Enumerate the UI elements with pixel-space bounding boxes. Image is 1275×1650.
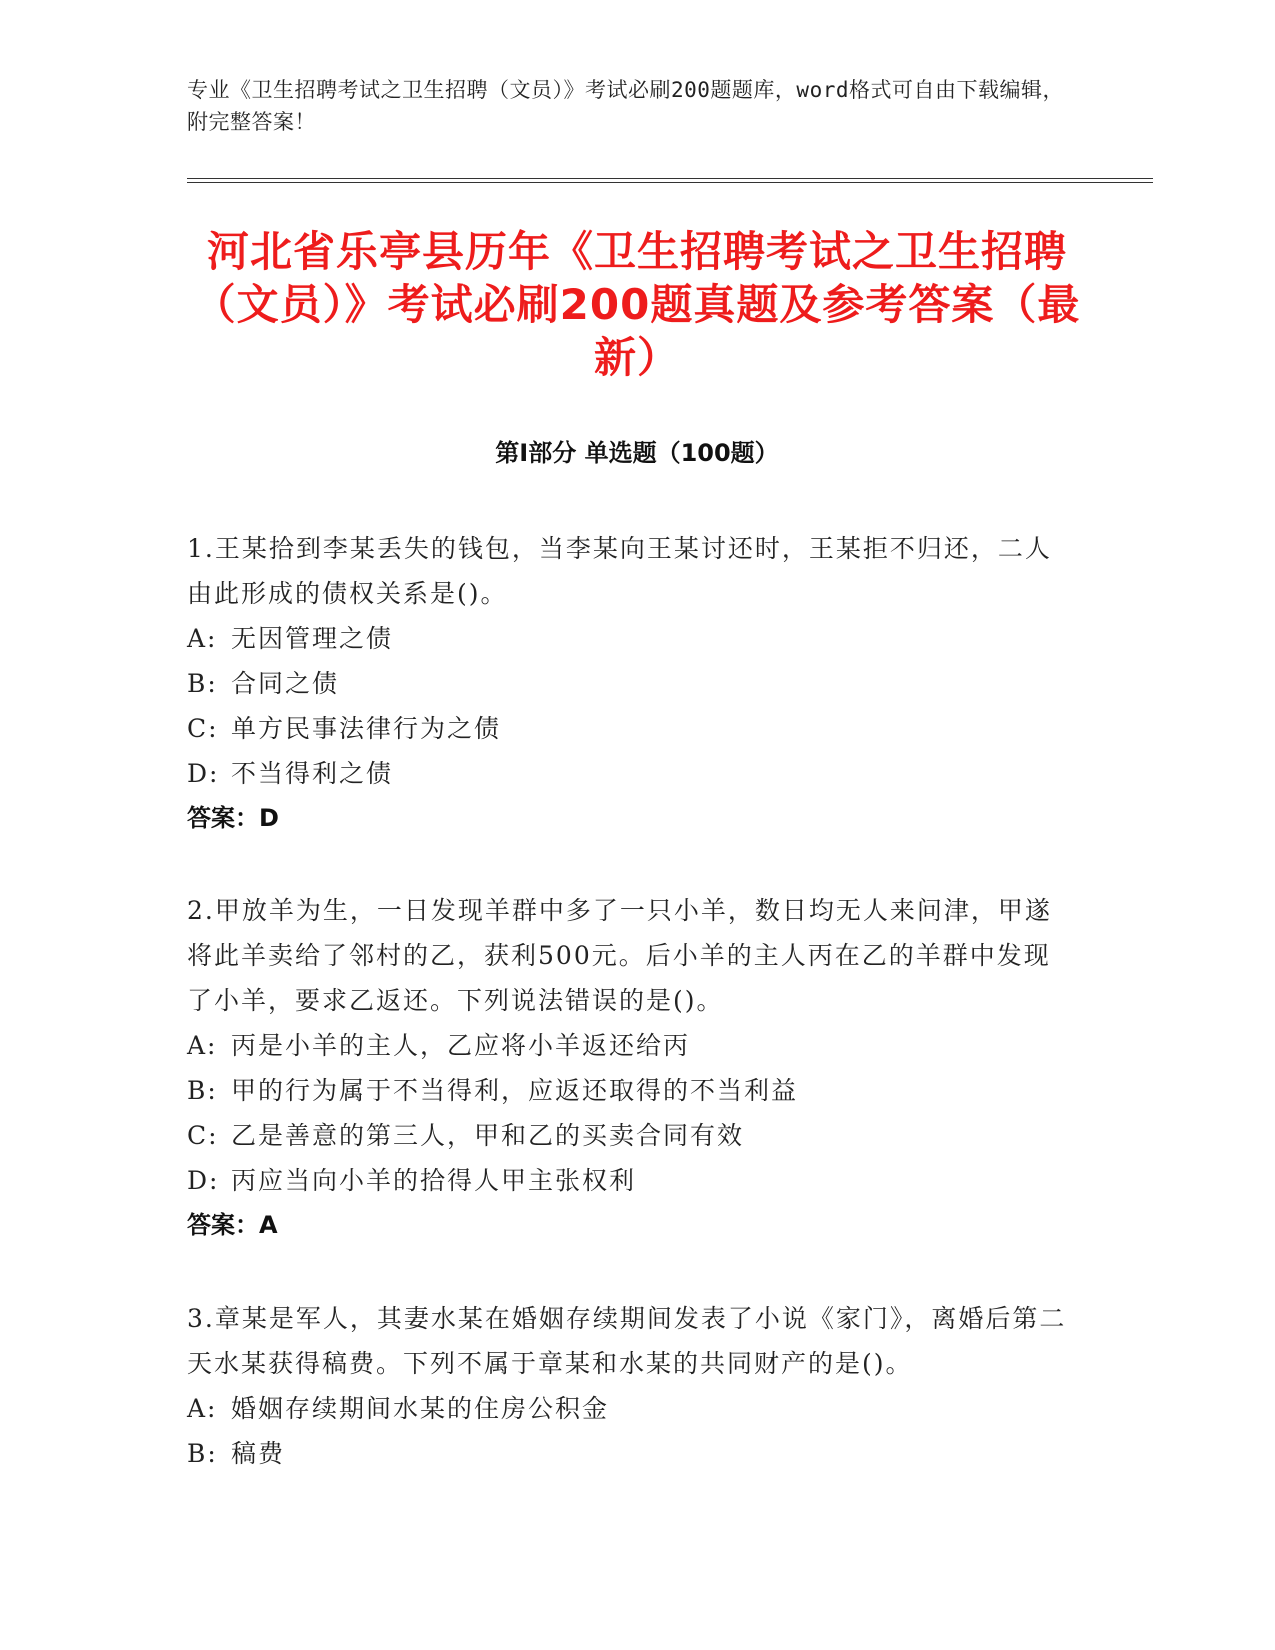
option-key: B: (187, 669, 218, 698)
header-divider-thin (187, 182, 1153, 183)
option-key: D: (187, 759, 220, 788)
question-1 (187, 526, 1067, 841)
option-text: 无因管理之债 (231, 624, 394, 653)
option-a (187, 1386, 1067, 1431)
header-note: 专业《卫生招聘考试之卫生招聘（文员）》考试必刷200题题库，word格式可自由下载编辑，附完整答案！ (187, 78, 1064, 134)
answer-label: 答案：D (187, 804, 279, 832)
option-a (187, 1023, 1067, 1068)
option-text: 丙是小羊的主人，乙应将小羊返还给丙 (231, 1031, 691, 1060)
option-key: A: (187, 624, 218, 653)
option-text: 乙是善意的第三人，甲和乙的买卖合同有效 (231, 1121, 745, 1150)
option-key: B: (187, 1076, 218, 1105)
option-c (187, 706, 1067, 751)
header-divider-thick (187, 178, 1153, 179)
option-d (187, 1158, 1067, 1203)
option-text: 丙应当向小羊的拾得人甲主张权利 (231, 1166, 637, 1195)
option-text: 甲的行为属于不当得利，应返还取得的不当利益 (231, 1076, 799, 1105)
option-a (187, 616, 1067, 661)
question-stem: 3.章某是军人，其妻水某在婚姻存续期间发表了小说《家门》，离婚后第二天水某获得稿费。下列不属于章某和水某的共同财产的是()。 (187, 1304, 1067, 1378)
option-d (187, 751, 1067, 796)
option-text: 不当得利之债 (231, 759, 394, 788)
option-text: 婚姻存续期间水某的住房公积金 (231, 1394, 610, 1423)
answer-label: 答案：A (187, 1211, 278, 1239)
option-text: 稿费 (231, 1439, 286, 1468)
option-key: A: (187, 1031, 218, 1060)
question-stem: 1.王某拾到李某丢失的钱包，当李某向王某讨还时，王某拒不归还，二人由此形成的债权关系是()。 (187, 534, 1052, 608)
option-text: 合同之债 (231, 669, 340, 698)
question-2 (187, 888, 1067, 1248)
option-key: C: (187, 714, 219, 743)
option-b (187, 661, 1067, 706)
option-key: B: (187, 1439, 218, 1468)
option-key: A: (187, 1394, 218, 1423)
question-3 (187, 1296, 1067, 1476)
document-title: 河北省乐亭县历年《卫生招聘考试之卫生招聘（文员）》考试必刷200题真题及参考答案（最新） (193, 227, 1081, 382)
option-b (187, 1068, 1067, 1113)
option-key: D: (187, 1166, 220, 1195)
option-key: C: (187, 1121, 219, 1150)
section-heading: 第Ⅰ部分 单选题（100题） (495, 439, 779, 467)
option-b (187, 1431, 1067, 1476)
question-stem: 2.甲放羊为生，一日发现羊群中多了一只小羊，数日均无人来问津，甲遂将此羊卖给了邻村的乙，获利500元。后小羊的主人丙在乙的羊群中发现了小羊，要求乙返还。下列说法错误的是()。 (187, 896, 1052, 1015)
option-text: 单方民事法律行为之债 (231, 714, 502, 743)
option-c (187, 1113, 1067, 1158)
